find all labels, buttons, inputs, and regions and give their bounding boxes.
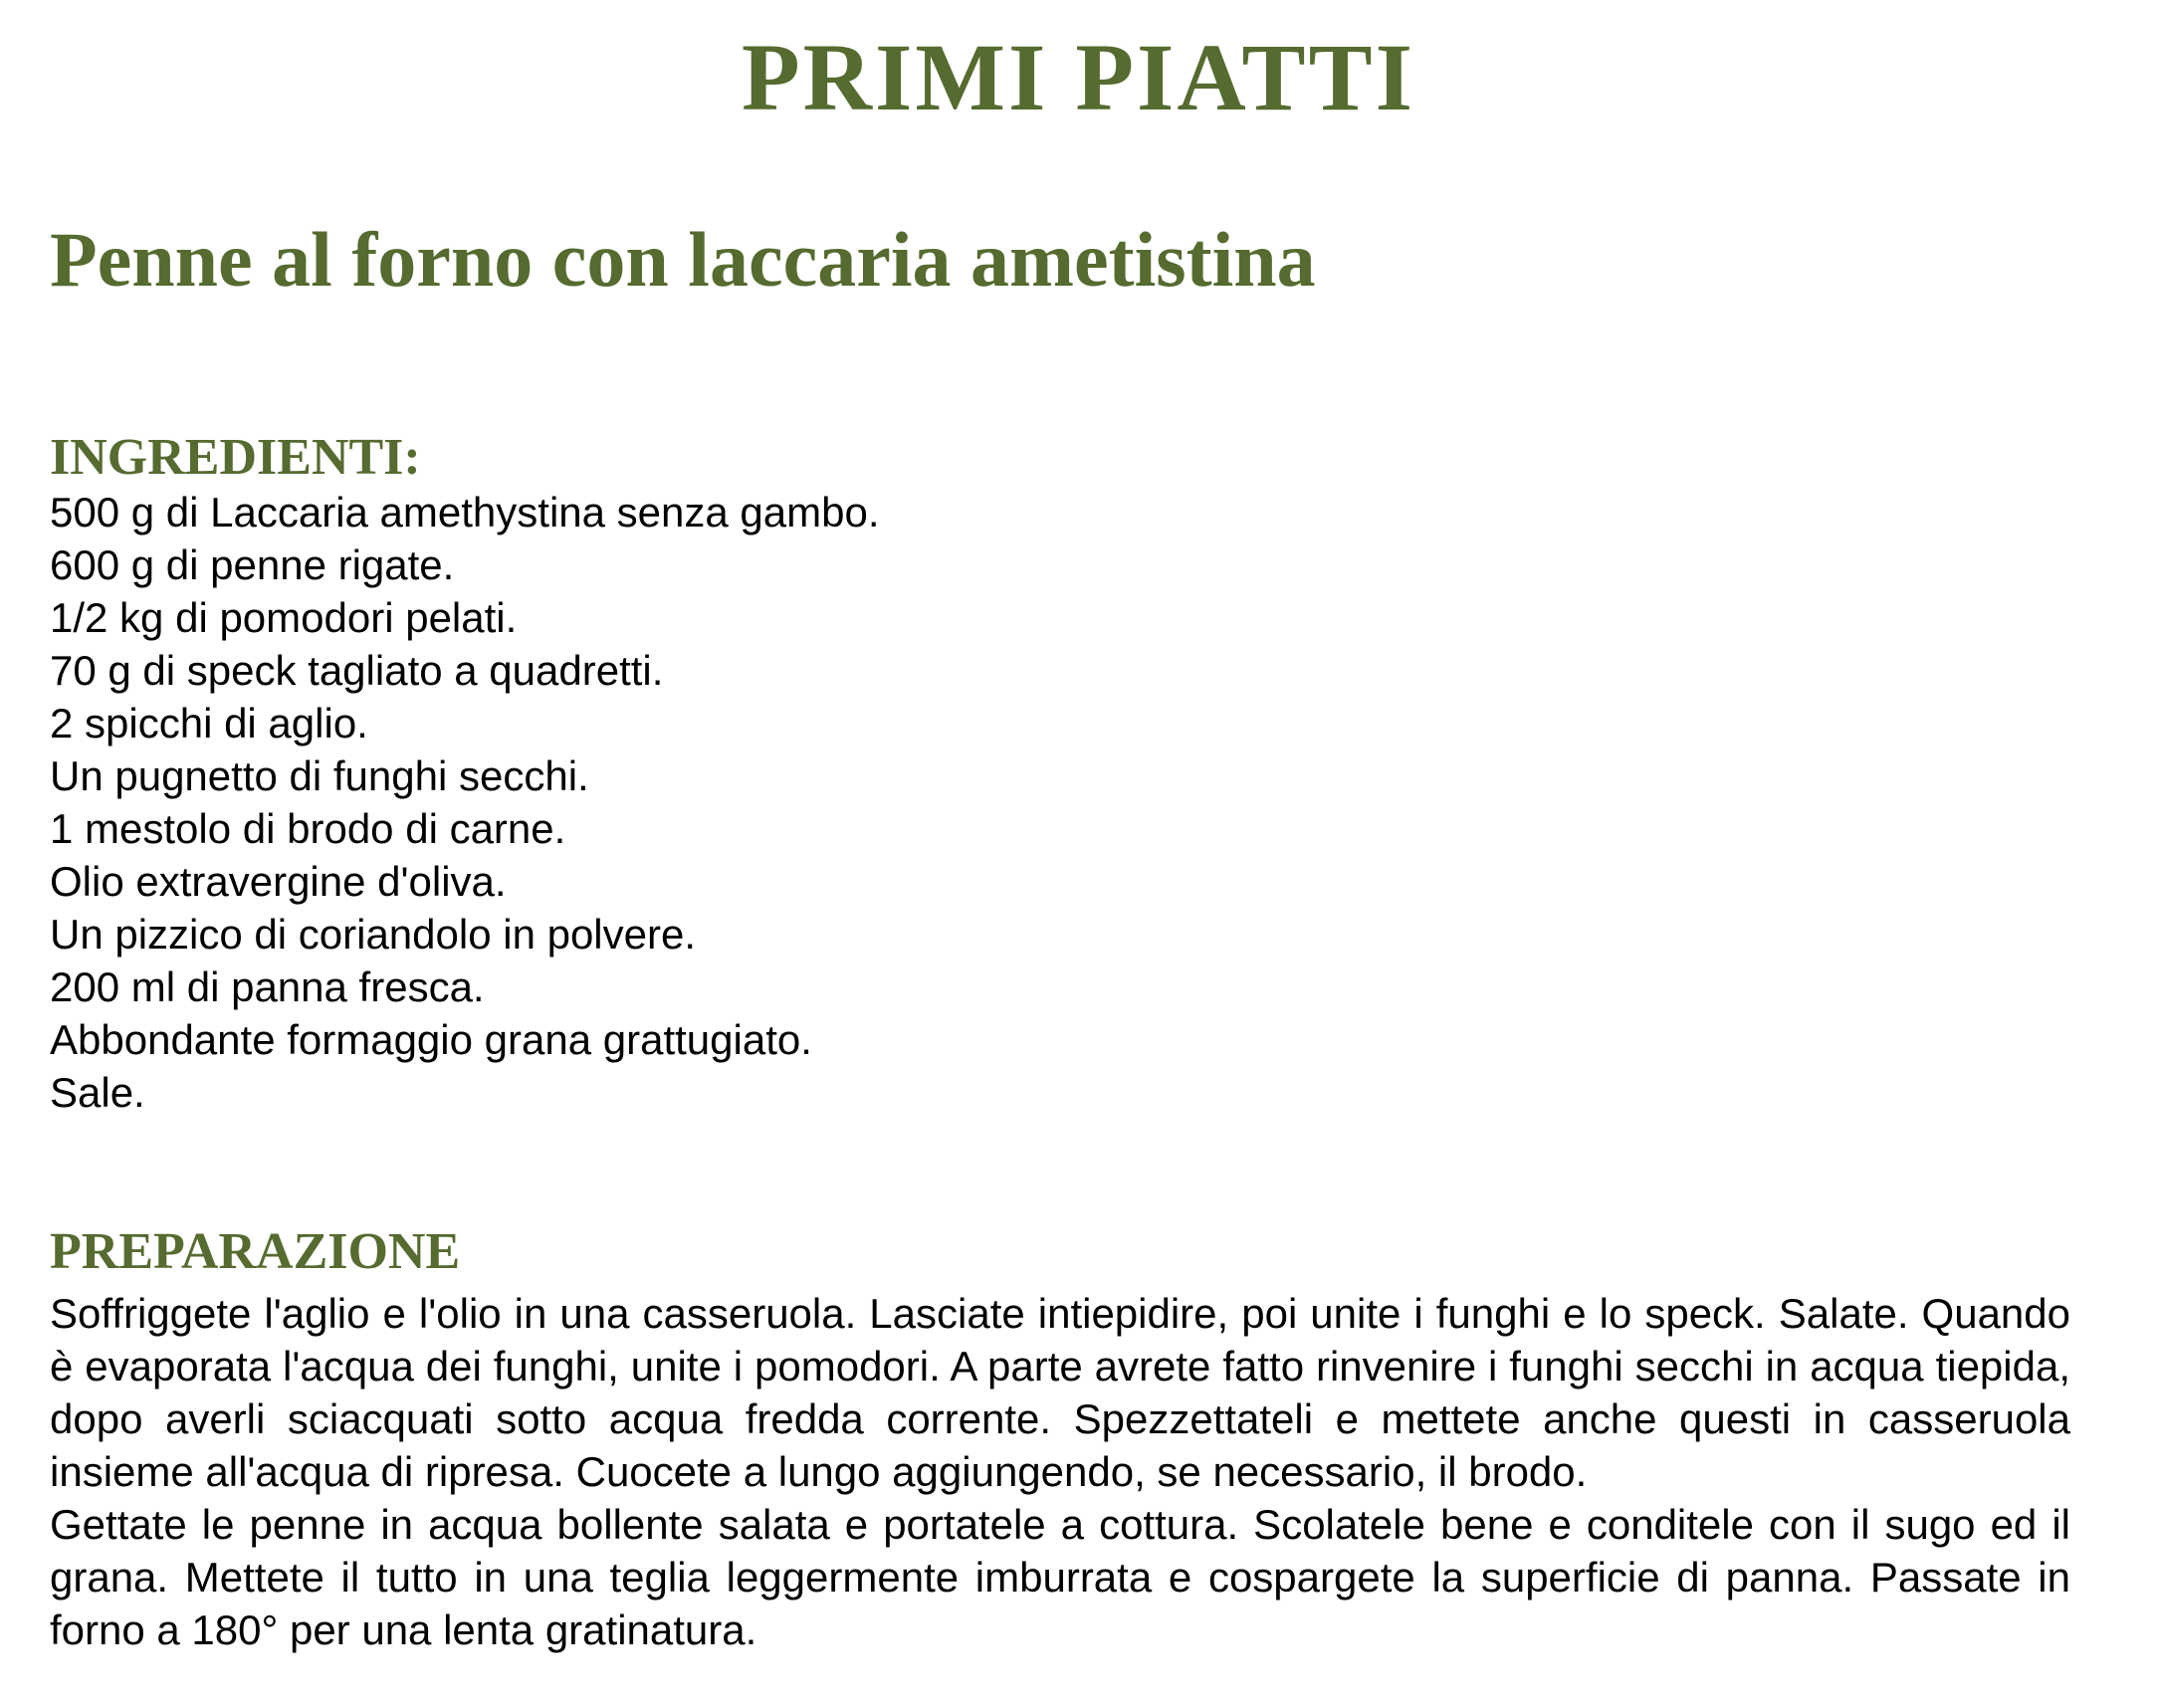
- section-title: PRIMI PIATTI: [742, 24, 1415, 130]
- ingredient-item: 200 ml di panna fresca.: [50, 963, 485, 1010]
- ingredient-item: Olio extravergine d'oliva.: [50, 858, 507, 905]
- ingredient-item: 1/2 kg di pomodori pelati.: [50, 594, 518, 641]
- ingredient-item: Un pugnetto di funghi secchi.: [50, 752, 589, 799]
- ingredient-item: 2 spicchi di aglio.: [50, 700, 368, 747]
- ingredients-heading: INGREDIENTI:: [50, 429, 421, 486]
- recipe-title: Penne al forno con laccaria ametistina: [50, 216, 1316, 303]
- preparation-text: [50, 1287, 2070, 1656]
- preparation-heading: PREPARAZIONE: [50, 1223, 461, 1280]
- ingredient-item: 1 mestolo di brodo di carne.: [50, 805, 566, 852]
- ingredient-list: [50, 486, 1543, 1119]
- preparation-paragraph: Gettate le penne in acqua bollente salata e portatele a cottura. Scolatele bene e conditele con il sugo ed il grana. Mettete il tutto in una teglia leggermente imburrata e cospargete la superficie di panna. Passate in forno a 180° per una lenta gratinatura.: [50, 1501, 2070, 1653]
- ingredient-item: 500 g di Laccaria amethystina senza gambo.: [50, 489, 880, 535]
- ingredient-item: Un pizzico di coriandolo in polvere.: [50, 911, 697, 958]
- preparation-paragraph: Soffriggete l'aglio e l'olio in una casseruola. Lasciate intiepidire, poi unite i funghi e lo speck. Salate. Quando è evaporata l'acqua dei funghi, unite i pomodori. A parte avrete fatto rinvenire i funghi secchi in acqua tiepida, dopo averli sciacquati sotto acqua fredda corrente. Spezzettateli e mettete anche questi in casseruola insieme all'acqua di ripresa. Cuocete a lungo aggiungendo, se necessario, il brodo.: [50, 1290, 2070, 1495]
- ingredient-item: 600 g di penne rigate.: [50, 541, 455, 588]
- ingredient-item: Sale.: [50, 1069, 145, 1116]
- ingredient-item: 70 g di speck tagliato a quadretti.: [50, 647, 664, 694]
- ingredient-item: Abbondante formaggio grana grattugiato.: [50, 1016, 812, 1063]
